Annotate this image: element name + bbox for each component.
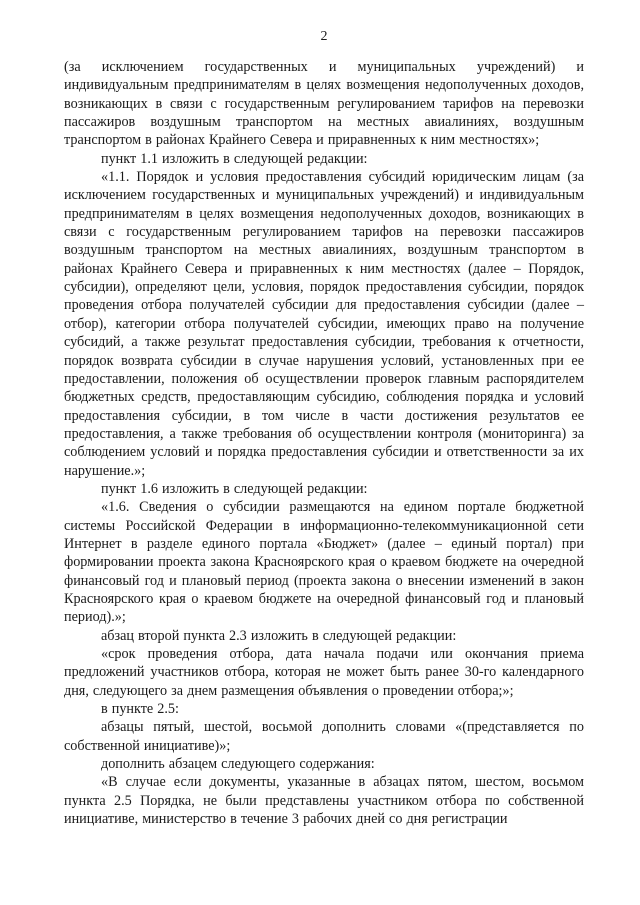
document-page [64, 28, 584, 828]
paragraph: в пункте 2.5: [101, 701, 179, 718]
paragraph: пункт 1.6 изложить в следующей редакции: [101, 480, 368, 497]
page-number: 2 [320, 29, 328, 44]
paragraph: (за исключением государственных и муниципальных учреждений) и индивидуальным предпринимателям в целях возмещения недополученных доходов, возникающих в связи с государственным регулированием тарифов на перевозки пассажиров воздушным транспортом на местных авиалиниях, воздушным транспортом в районах Крайнего Севера и приравненных к ним местностях»; [64, 59, 584, 149]
paragraph: «1.6. Сведения о субсидии размещаются на едином портале бюджетной системы Российской Федерации в информационно-телекоммуникационной сети Интернет в разделе единого портала «Бюджет» (далее – единый портал) при формировании проекта закона Красноярского края о краевом бюджете на очередной финансовый год и плановый период (проекта закона о внесении изменений в закон Красноярского края о краевом бюджете на очередной финансовый год и плановый период).»; [64, 499, 584, 626]
paragraph: дополнить абзацем следующего содержания: [101, 756, 375, 773]
paragraph: «1.1. Порядок и условия предоставления субсидий юридическим лицам (за исключением государственных и муниципальных учреждений) и индивидуальным предпринимателям в целях возмещения недополученных доходов, возникающих в связи с государственным регулированием тарифов на перевозки пассажиров воздушным транспортом на местных авиалиниях, воздушным транспортом в районах Крайнего Севера и приравненных к ним местностях (далее – Порядок, субсидии), определяют цели, условия, порядок предоставления субсидии, порядок проведения отбора получателей субсидии для предоставления субсидии (далее – отбор), категории отбора получателей субсидии, имеющих право на получение субсидий, а также результат предоставления субсидии, требования к отчетности, порядок возврата субсидии в случае нарушения условий, установленных при ее предоставлении, положения об осуществлении проверок главным распорядителем бюджетных средств, предоставляющим субсидию, соблюдения порядка и условий предоставления субсидии, в том числе в части достижения результатов ее предоставления, а также требования об осуществлении контроля (мониторинга) за соблюдением условий и порядка предоставления субсидии и ответственности за их нарушение.»; [64, 169, 584, 479]
paragraph: «срок проведения отбора, дата начала подачи или окончания приема предложений участников отбора, которая не может быть ранее 30-го календарного дня, следующего за днем размещения объявления о проведении отбора;»; [64, 646, 584, 699]
paragraph: абзац второй пункта 2.3 изложить в следующей редакции: [101, 627, 457, 644]
paragraph: «В случае если документы, указанные в абзацах пятом, шестом, восьмом пункта 2.5 Порядка, не были представлены участником отбора по собственной инициативе, министерство в течение 3 рабочих дней со дня регистрации [64, 774, 584, 828]
document-body [64, 58, 584, 828]
paragraph: пункт 1.1 изложить в следующей редакции: [101, 150, 368, 167]
paragraph: абзацы пятый, шестой, восьмой дополнить словами «(представляется по собственной инициативе)»; [64, 719, 584, 754]
